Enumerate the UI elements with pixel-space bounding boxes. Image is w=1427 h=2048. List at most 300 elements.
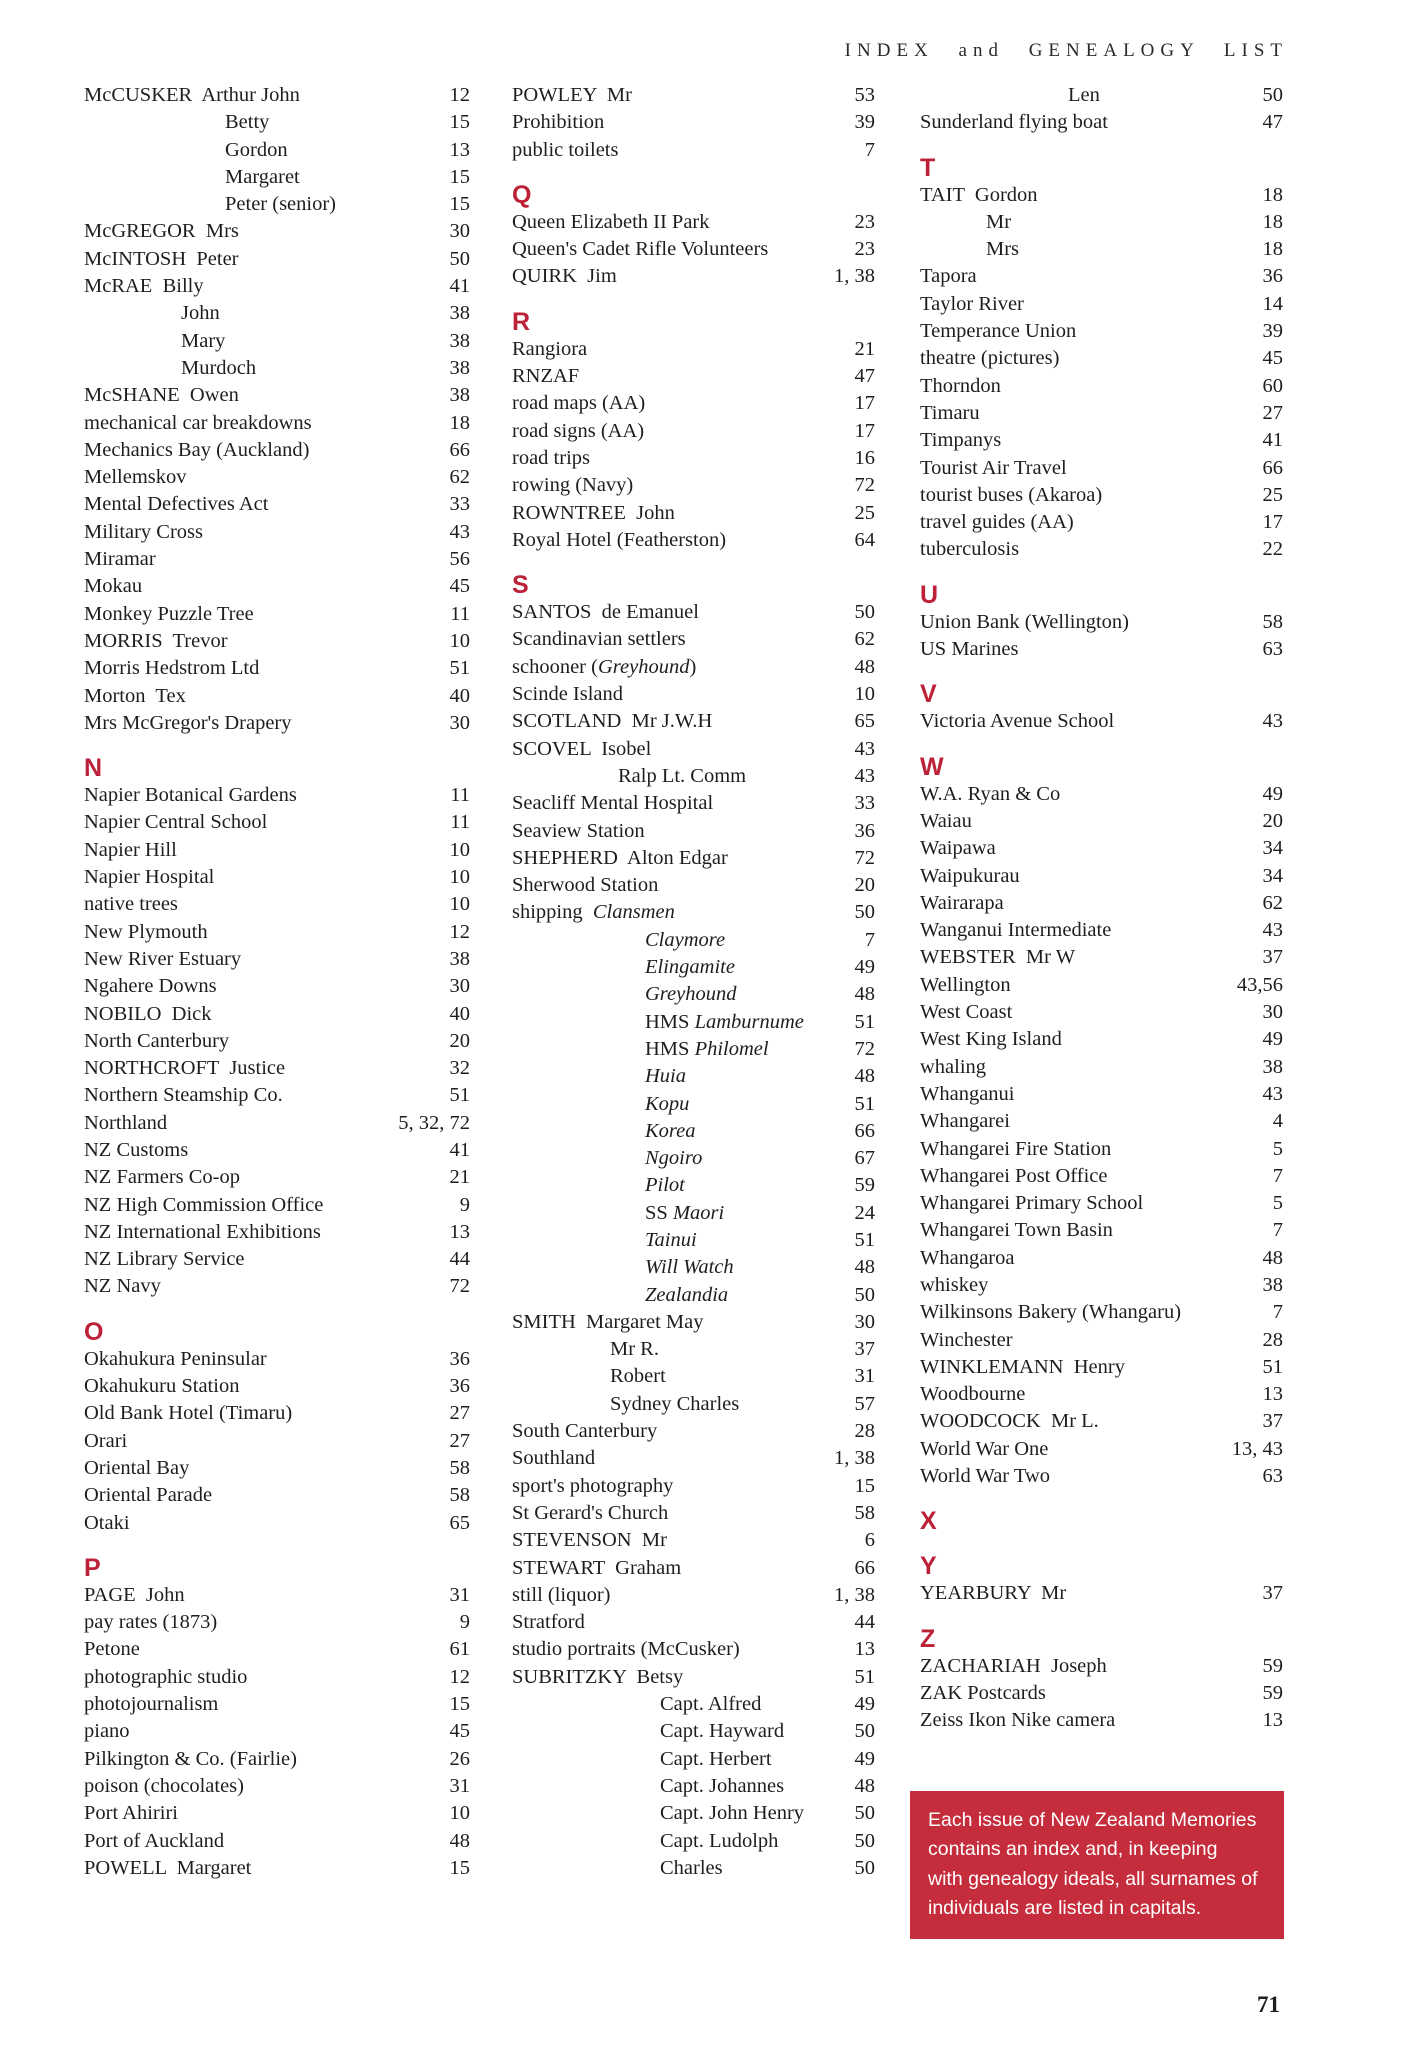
entry-page-number: 25	[854, 501, 875, 524]
section-letter-x: X	[920, 1507, 937, 1536]
index-entry	[920, 609, 1283, 636]
index-entry	[84, 1001, 470, 1028]
entry-text: TAIT Gordon	[920, 183, 1038, 206]
index-entry	[512, 500, 875, 527]
entry-text: NZ Library Service	[84, 1248, 245, 1271]
entry-text: McGREGOR Mrs	[84, 220, 239, 243]
entry-text-italic: Pilot	[645, 1174, 685, 1197]
entry-page-number: 62	[1262, 891, 1283, 914]
index-column-3	[920, 82, 1283, 1939]
index-entry	[920, 1707, 1283, 1734]
entry-page-number: 38	[449, 384, 470, 407]
index-entry	[84, 573, 470, 600]
entry-text: Morton Tex	[84, 684, 186, 707]
entry-text: pay rates (1873)	[84, 1611, 218, 1634]
entry-page-number: 13	[1262, 1709, 1283, 1732]
index-entry	[920, 1190, 1283, 1217]
entry-page-number: 26	[449, 1747, 470, 1770]
entry-text: SUBRITZKY Betsy	[512, 1665, 684, 1688]
entry-page-number: 9	[459, 1193, 470, 1216]
index-entry	[512, 981, 875, 1008]
entry-page-number: 53	[854, 84, 875, 106]
entry-text: Monkey Puzzle Tree	[84, 602, 254, 625]
index-entry	[920, 509, 1283, 536]
entry-text: Whangarei Primary School	[920, 1192, 1144, 1215]
index-entry	[512, 790, 875, 817]
entry-text: whaling	[920, 1055, 987, 1078]
entry-text-italic: Claymore	[645, 928, 726, 951]
index-entry	[920, 1408, 1283, 1435]
entry-text-italic: Maori	[672, 1201, 725, 1224]
entry-text: Temperance Union	[920, 320, 1077, 343]
index-entry	[512, 1063, 875, 1090]
entry-page-number: 30	[854, 1310, 875, 1333]
entry-text: Rangiora	[512, 337, 588, 360]
entry-page-number: 48	[1262, 1246, 1283, 1269]
entry-page-number: 11	[450, 784, 470, 807]
entry-text: New Plymouth	[84, 920, 208, 943]
index-entry	[920, 209, 1283, 236]
index-entry	[920, 482, 1283, 509]
entry-text: Oriental Bay	[84, 1456, 190, 1479]
entry-page-number: 50	[854, 1802, 875, 1825]
entry-text: Napier Botanical Gardens	[84, 784, 297, 807]
entry-page-number: 1, 38	[834, 265, 875, 288]
entry-page-number: 5	[1272, 1137, 1283, 1160]
index-entry	[920, 82, 1283, 109]
entry-text: St Gerard's Church	[512, 1501, 669, 1524]
entry-text: poison (chocolates)	[84, 1774, 244, 1797]
index-entry	[920, 1081, 1283, 1108]
entry-text: Capt. Herbert	[660, 1747, 772, 1770]
entry-text: road signs (AA)	[512, 419, 645, 442]
index-entry	[84, 1773, 470, 1800]
index-entry	[512, 1363, 875, 1390]
entry-page-number: 7	[1272, 1301, 1283, 1324]
index-entry	[920, 427, 1283, 454]
entry-text-italic: Huia	[645, 1065, 686, 1088]
entry-text: Capt. Johannes	[660, 1774, 785, 1797]
entry-page-number: 66	[449, 438, 470, 461]
entry-page-number: 48	[854, 983, 875, 1006]
entry-page-number: 17	[1262, 511, 1283, 534]
entry-page-number: 61	[449, 1638, 470, 1661]
index-entry	[512, 1227, 875, 1254]
index-entry	[512, 1555, 875, 1582]
index-entry	[512, 82, 875, 109]
index-entry	[920, 1272, 1283, 1299]
entry-page-number: 49	[1262, 1028, 1283, 1051]
entry-text: Robert	[610, 1365, 666, 1388]
entry-text: Napier Central School	[84, 811, 268, 834]
entry-page-number: 34	[1262, 837, 1283, 860]
entry-text: W.A. Ryan & Co	[920, 782, 1061, 805]
entry-page-number: 37	[1262, 946, 1283, 969]
index-entry	[512, 1473, 875, 1500]
entry-page-number: 14	[1262, 292, 1283, 315]
index-entry	[920, 373, 1283, 400]
index-entry	[920, 1217, 1283, 1244]
entry-page-number: 39	[854, 111, 875, 134]
index-entry	[512, 263, 875, 290]
entry-text: NZ High Commission Office	[84, 1193, 324, 1216]
entry-text: Seacliff Mental Hospital	[512, 792, 714, 815]
entry-page-number: 11	[450, 811, 470, 834]
entry-page-number: 48	[854, 1065, 875, 1088]
index-entry	[512, 1036, 875, 1063]
entry-text: US Marines	[920, 638, 1019, 661]
entry-text: ROWNTREE John	[512, 501, 675, 524]
entry-text: SCOVEL Isobel	[512, 737, 652, 760]
index-entry	[920, 972, 1283, 999]
entry-text: WEBSTER Mr W	[920, 946, 1076, 969]
entry-text: South Canterbury	[512, 1420, 658, 1443]
index-entry	[84, 82, 470, 109]
index-entry	[512, 1773, 875, 1800]
entry-text: NOBILO Dick	[84, 1002, 212, 1025]
entry-text: Scandinavian settlers	[512, 628, 686, 651]
index-entry	[84, 1855, 470, 1882]
index-entry	[84, 164, 470, 191]
entry-page-number: 59	[1262, 1654, 1283, 1677]
entry-page-number: 43	[1262, 1082, 1283, 1105]
entry-page-number: 48	[854, 655, 875, 678]
entry-text: Whangaroa	[920, 1246, 1015, 1269]
index-entry	[84, 1246, 470, 1273]
index-entry	[512, 1145, 875, 1172]
entry-page-number: 10	[449, 1802, 470, 1825]
entry-page-number: 21	[449, 1166, 470, 1189]
index-entry	[512, 418, 875, 445]
index-entry	[512, 954, 875, 981]
entry-text: Peter (senior)	[225, 193, 336, 216]
index-entry	[512, 818, 875, 845]
entry-page-number: 36	[449, 1375, 470, 1398]
index-entry	[84, 1636, 470, 1663]
entry-page-number: 66	[854, 1119, 875, 1142]
index-entry	[512, 654, 875, 681]
entry-text: native trees	[84, 893, 178, 916]
entry-page-number: 43	[1262, 710, 1283, 733]
entry-page-number: 50	[854, 601, 875, 624]
index-entry	[512, 899, 875, 926]
entry-page-number: 49	[854, 956, 875, 979]
index-entry	[84, 1082, 470, 1109]
entry-page-number: 36	[1262, 265, 1283, 288]
entry-text: tourist buses (Akaroa)	[920, 483, 1103, 506]
page-title: INDEX and GENEALOGY LIST	[844, 40, 1288, 61]
index-entry	[84, 1691, 470, 1718]
entry-text: shipping	[512, 901, 593, 924]
index-entry	[920, 291, 1283, 318]
index-entry	[920, 890, 1283, 917]
entry-text: NORTHCROFT Justice	[84, 1057, 286, 1080]
entry-page-number: 38	[1262, 1055, 1283, 1078]
entry-page-number: 13	[1262, 1383, 1283, 1406]
index-entry	[512, 137, 875, 164]
entry-text: photojournalism	[84, 1693, 219, 1716]
entry-text: Military Cross	[84, 520, 204, 543]
entry-text: whiskey	[920, 1273, 989, 1296]
index-entry	[512, 1636, 875, 1663]
index-entry	[512, 1118, 875, 1145]
index-entry	[84, 1428, 470, 1455]
entry-text: McSHANE Owen	[84, 384, 239, 407]
index-entry	[84, 1609, 470, 1636]
index-entry	[920, 1327, 1283, 1354]
entry-page-number: 17	[854, 392, 875, 415]
entry-text: NZ Navy	[84, 1275, 161, 1298]
entry-page-number: 15	[449, 1856, 470, 1879]
entry-text-italic: Lamburnume	[694, 1010, 804, 1033]
entry-text: Whangarei	[920, 1110, 1010, 1133]
index-entry	[512, 1609, 875, 1636]
entry-text: Petone	[84, 1638, 140, 1661]
entry-text: Royal Hotel (Featherston)	[512, 528, 727, 551]
entry-text: Otaki	[84, 1511, 130, 1534]
entry-text: Murdoch	[181, 356, 257, 379]
entry-text: HMS	[645, 1037, 695, 1060]
entry-page-number: 15	[449, 193, 470, 216]
entry-text-italic: Will Watch	[645, 1256, 734, 1279]
entry-text: road maps (AA)	[512, 392, 646, 415]
index-entry	[84, 1800, 470, 1827]
index-entry	[84, 1273, 470, 1300]
entry-page-number: 41	[1262, 429, 1283, 452]
entry-page-number: 45	[449, 1720, 470, 1743]
entry-page-number: 36	[854, 819, 875, 842]
entry-text: Whanganui	[920, 1082, 1015, 1105]
entry-page-number: 50	[854, 901, 875, 924]
entry-page-number: 20	[449, 1029, 470, 1052]
entry-text: Wairarapa	[920, 891, 1004, 914]
entry-text: Napier Hill	[84, 838, 177, 861]
entry-page-number: 15	[449, 165, 470, 188]
entry-text: Mrs	[986, 238, 1020, 261]
entry-page-number: 37	[854, 1338, 875, 1361]
index-entry	[84, 1346, 470, 1373]
entry-page-number: 28	[854, 1420, 875, 1443]
index-entry	[84, 1219, 470, 1246]
entry-text: Southland	[512, 1447, 596, 1470]
index-entry	[512, 1336, 875, 1363]
entry-page-number: 20	[1262, 809, 1283, 832]
index-entry	[920, 835, 1283, 862]
index-entry	[84, 1373, 470, 1400]
index-entry	[84, 300, 470, 327]
index-entry	[84, 1028, 470, 1055]
index-entry	[512, 1664, 875, 1691]
index-entry	[84, 710, 470, 737]
section-letter-w: W	[920, 752, 944, 781]
entry-page-number: 10	[449, 629, 470, 652]
entry-page-number: 37	[1262, 1582, 1283, 1605]
index-entry	[920, 781, 1283, 808]
entry-text: ZAK Postcards	[920, 1681, 1046, 1704]
entry-text: Queen Elizabeth II Park	[512, 210, 710, 233]
entry-page-number: 49	[854, 1693, 875, 1716]
entry-page-number: 30	[449, 220, 470, 243]
entry-page-number: 43	[854, 764, 875, 787]
entry-text: WOODCOCK Mr L.	[920, 1410, 1099, 1433]
entry-text: tuberculosis	[920, 538, 1020, 561]
index-entry	[512, 1418, 875, 1445]
index-entry	[84, 1482, 470, 1509]
entry-page-number: 13	[449, 1220, 470, 1243]
entry-page-number: 16	[854, 446, 875, 469]
entry-page-number: 64	[854, 528, 875, 551]
entry-page-number: 30	[449, 975, 470, 998]
entry-text: Sherwood Station	[512, 874, 659, 897]
entry-text: RNZAF	[512, 365, 580, 388]
index-entry	[512, 1691, 875, 1718]
index-entry	[84, 601, 470, 628]
section-letter-q: Q	[512, 180, 532, 209]
entry-text: SS	[645, 1201, 673, 1224]
entry-text: Margaret	[225, 165, 300, 188]
entry-text: NZ Farmers Co-op	[84, 1166, 241, 1189]
index-entry	[512, 336, 875, 363]
entry-text-italic: Kopu	[645, 1092, 690, 1115]
index-entry	[84, 1582, 470, 1609]
entry-text: Queen's Cadet Rifle Volunteers	[512, 238, 769, 261]
genealogy-note-line: with genealogy ideals, all surnames of	[928, 1867, 1258, 1890]
index-entry	[512, 1200, 875, 1227]
index-entry	[512, 1746, 875, 1773]
entry-page-number: 4	[1272, 1110, 1283, 1133]
entry-text: sport's photography	[512, 1474, 674, 1497]
entry-page-number: 50	[1262, 84, 1283, 106]
entry-text: MORRIS Trevor	[84, 629, 228, 652]
entry-page-number: 13	[854, 1638, 875, 1661]
index-entry	[84, 1110, 470, 1137]
entry-page-number: 7	[864, 928, 875, 951]
index-entry	[512, 1391, 875, 1418]
entry-page-number: 44	[449, 1248, 470, 1271]
entry-text: SHEPHERD Alton Edgar	[512, 846, 728, 869]
index-entry	[920, 236, 1283, 263]
entry-page-number: 41	[449, 275, 470, 298]
index-entry	[84, 1400, 470, 1427]
index-entry	[512, 1800, 875, 1827]
entry-page-number: 10	[449, 893, 470, 916]
entry-text: Sydney Charles	[610, 1392, 740, 1415]
entry-page-number: 48	[449, 1829, 470, 1852]
index-entry	[512, 736, 875, 763]
entry-page-number: 50	[854, 1856, 875, 1879]
entry-page-number: 43,56	[1236, 973, 1283, 996]
section-letter-u: U	[920, 580, 939, 609]
entry-page-number: 51	[449, 1084, 470, 1107]
entry-text: YEARBURY Mr	[920, 1582, 1067, 1605]
index-entry	[84, 355, 470, 382]
index-entry	[920, 1680, 1283, 1707]
index-entry	[84, 328, 470, 355]
entry-text: Napier Hospital	[84, 866, 215, 889]
entry-page-number: 66	[1262, 456, 1283, 479]
index-entry	[512, 1828, 875, 1855]
index-entry	[84, 1718, 470, 1745]
entry-text: Scinde Island	[512, 683, 624, 706]
entry-text: Charles	[660, 1856, 723, 1879]
entry-page-number: 36	[449, 1347, 470, 1370]
index-entry	[512, 927, 875, 954]
index-entry	[512, 681, 875, 708]
entry-page-number: 25	[1262, 483, 1283, 506]
genealogy-note-line: contains an index and, in keeping	[928, 1838, 1218, 1861]
entry-text: Miramar	[84, 548, 156, 571]
entry-page-number: 37	[1262, 1410, 1283, 1433]
index-entry	[512, 472, 875, 499]
index-entry	[920, 1136, 1283, 1163]
entry-text: ZACHARIAH Joseph	[920, 1654, 1107, 1677]
entry-text: Wellington	[920, 973, 1011, 996]
entry-text: Timaru	[920, 401, 980, 424]
entry-page-number: 47	[854, 365, 875, 388]
index-column-1	[84, 82, 470, 1939]
index-entry	[84, 1055, 470, 1082]
entry-text: Okahukura Peninsular	[84, 1347, 267, 1370]
entry-page-number: 57	[854, 1392, 875, 1415]
entry-text: McINTOSH Peter	[84, 247, 239, 270]
entry-text: Len	[1068, 84, 1100, 106]
entry-text: Oriental Parade	[84, 1484, 213, 1507]
entry-page-number: 32	[449, 1057, 470, 1080]
index-entry	[920, 182, 1283, 209]
entry-text: Whangarei Post Office	[920, 1164, 1108, 1187]
index-entry	[84, 655, 470, 682]
entry-page-number: 48	[854, 1256, 875, 1279]
entry-page-number: 43	[1262, 919, 1283, 942]
entry-page-number: 60	[1262, 374, 1283, 397]
entry-text: Whangarei Town Basin	[920, 1219, 1113, 1242]
section-letter-p: P	[84, 1553, 101, 1582]
entry-text: West King Island	[920, 1028, 1062, 1051]
entry-page-number: 30	[449, 711, 470, 734]
entry-text: Union Bank (Wellington)	[920, 610, 1130, 633]
entry-page-number: 6	[864, 1529, 875, 1552]
entry-page-number: 15	[449, 111, 470, 134]
entry-text: POWLEY Mr	[512, 84, 632, 106]
entry-page-number: 31	[449, 1774, 470, 1797]
index-entry	[512, 236, 875, 263]
entry-page-number: 62	[854, 628, 875, 651]
section-letter-y: Y	[920, 1552, 937, 1581]
entry-page-number: 51	[449, 657, 470, 680]
entry-page-number: 65	[854, 710, 875, 733]
entry-page-number: 50	[854, 1283, 875, 1306]
section-letter-o: O	[84, 1317, 104, 1346]
entry-page-number: 62	[449, 466, 470, 489]
entry-page-number: 22	[1262, 538, 1283, 561]
index-entry	[512, 209, 875, 236]
entry-page-number: 50	[854, 1720, 875, 1743]
entry-page-number: 5	[1272, 1192, 1283, 1215]
index-entry	[512, 109, 875, 136]
entry-page-number: 7	[864, 138, 875, 161]
entry-page-number: 38	[449, 302, 470, 325]
index-entry	[512, 708, 875, 735]
index-entry	[920, 1463, 1283, 1490]
entry-page-number: 58	[449, 1484, 470, 1507]
index-entry	[84, 246, 470, 273]
index-entry	[84, 491, 470, 518]
entry-text: STEWART Graham	[512, 1556, 682, 1579]
entry-page-number: 50	[854, 1829, 875, 1852]
entry-text: Northland	[84, 1111, 168, 1134]
entry-page-number: 21	[854, 337, 875, 360]
entry-text: Mokau	[84, 575, 143, 598]
